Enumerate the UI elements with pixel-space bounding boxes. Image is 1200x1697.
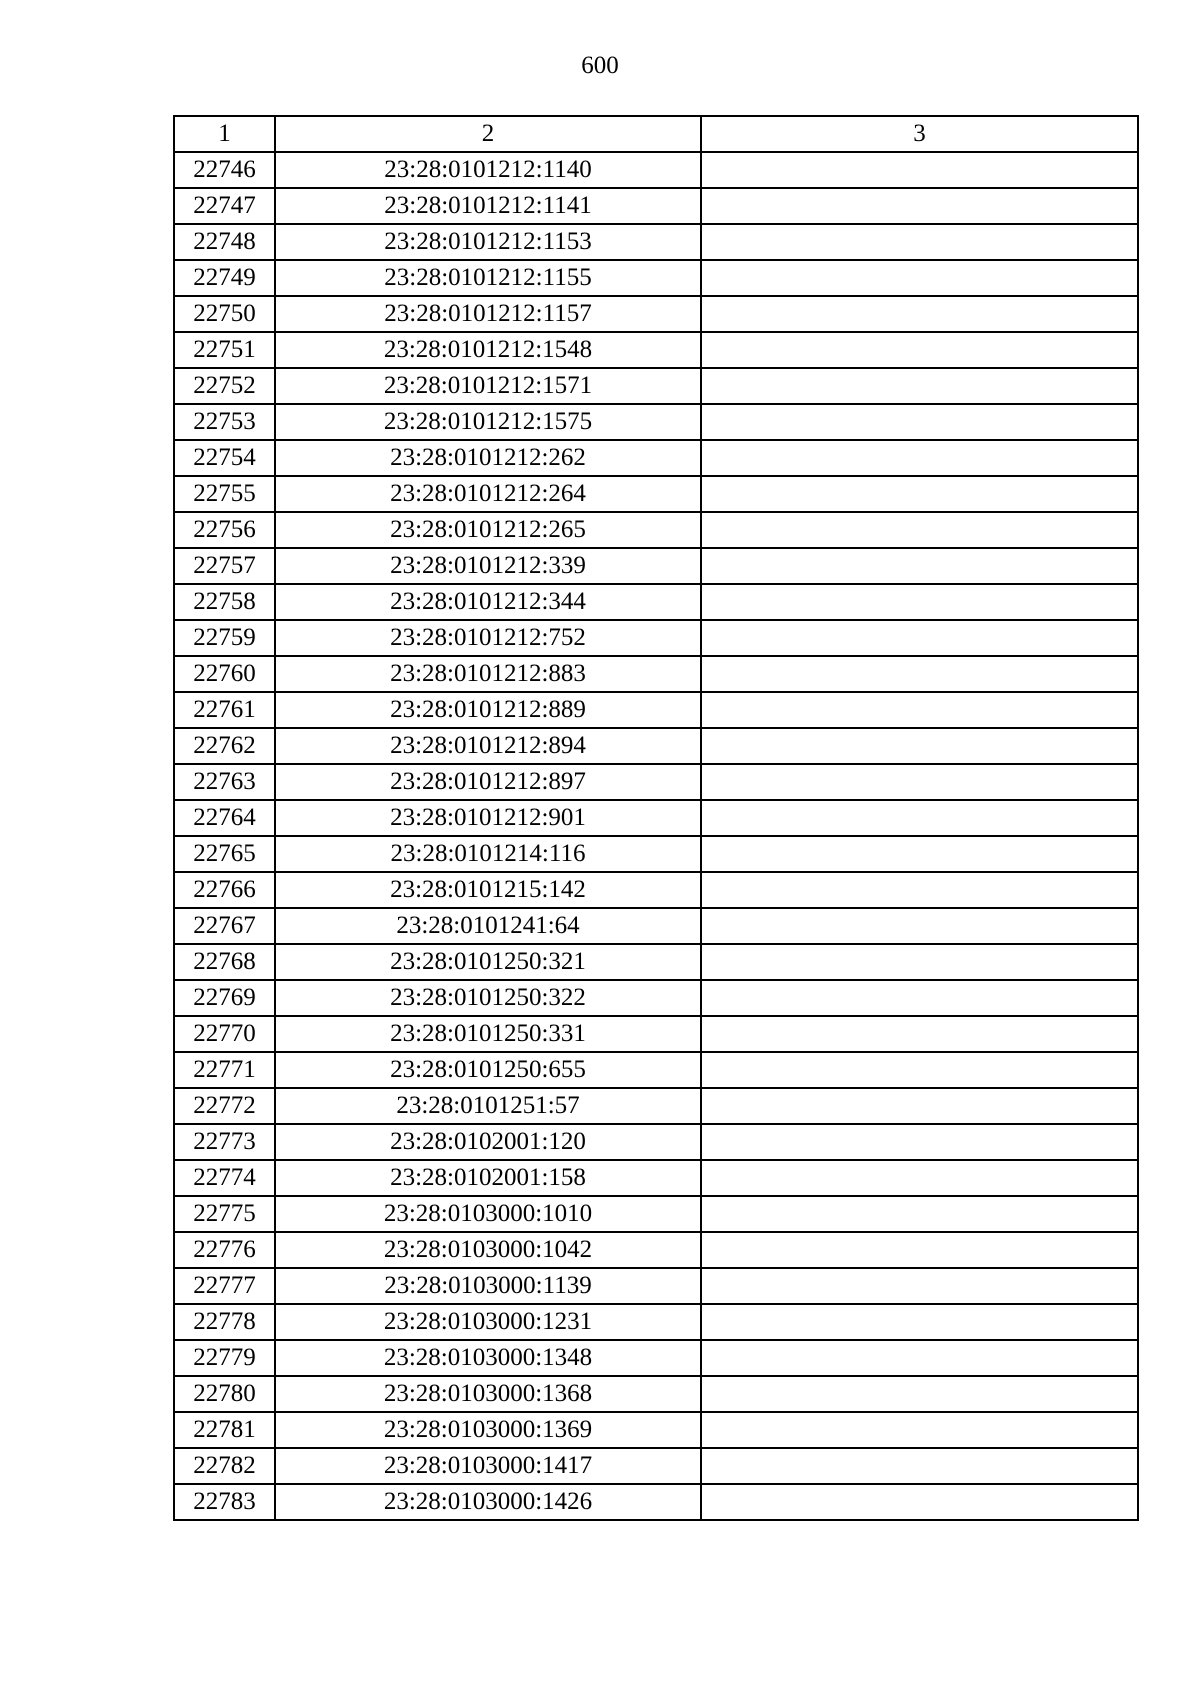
cadastral-number-cell: 23:28:0103000:1139	[275, 1268, 701, 1304]
cadastral-number-cell: 23:28:0103000:1231	[275, 1304, 701, 1340]
table-row	[174, 1268, 1138, 1304]
header-cell-1: 1	[174, 116, 275, 152]
row-number-cell: 22765	[174, 836, 275, 872]
notes-cell	[701, 1412, 1138, 1448]
notes-cell	[701, 1340, 1138, 1376]
row-number-cell: 22767	[174, 908, 275, 944]
table-row	[174, 260, 1138, 296]
table-row	[174, 440, 1138, 476]
table-row	[174, 1484, 1138, 1520]
cadastral-number-cell: 23:28:0102001:158	[275, 1160, 701, 1196]
cadastral-number-cell: 23:28:0101212:889	[275, 692, 701, 728]
notes-cell	[701, 692, 1138, 728]
notes-cell	[701, 764, 1138, 800]
notes-cell	[701, 872, 1138, 908]
cadastral-number-cell: 23:28:0101212:1571	[275, 368, 701, 404]
row-number-cell: 22750	[174, 296, 275, 332]
notes-cell	[701, 476, 1138, 512]
notes-cell	[701, 440, 1138, 476]
row-number-cell: 22749	[174, 260, 275, 296]
row-number-cell: 22763	[174, 764, 275, 800]
table-row	[174, 512, 1138, 548]
row-number-cell: 22770	[174, 1016, 275, 1052]
row-number-cell: 22777	[174, 1268, 275, 1304]
table-row	[174, 1340, 1138, 1376]
row-number-cell: 22776	[174, 1232, 275, 1268]
notes-cell	[701, 1304, 1138, 1340]
cadastral-number-cell: 23:28:0103000:1368	[275, 1376, 701, 1412]
cadastral-number-cell: 23:28:0101212:901	[275, 800, 701, 836]
table-row	[174, 1016, 1138, 1052]
row-number-cell: 22753	[174, 404, 275, 440]
row-number-cell: 22761	[174, 692, 275, 728]
row-number-cell: 22783	[174, 1484, 275, 1520]
notes-cell	[701, 1088, 1138, 1124]
notes-cell	[701, 1016, 1138, 1052]
table-body	[174, 152, 1138, 1520]
cadastral-number-cell: 23:28:0101250:322	[275, 980, 701, 1016]
table-row	[174, 1304, 1138, 1340]
row-number-cell: 22766	[174, 872, 275, 908]
cadastral-number-cell: 23:28:0101212:1548	[275, 332, 701, 368]
notes-cell	[701, 1160, 1138, 1196]
notes-cell	[701, 1052, 1138, 1088]
notes-cell	[701, 1448, 1138, 1484]
cadastral-number-cell: 23:28:0102001:120	[275, 1124, 701, 1160]
table-row	[174, 1160, 1138, 1196]
table-row	[174, 404, 1138, 440]
cadastral-number-cell: 23:28:0101212:1575	[275, 404, 701, 440]
table-row	[174, 332, 1138, 368]
row-number-cell: 22751	[174, 332, 275, 368]
cadastral-number-cell: 23:28:0103000:1348	[275, 1340, 701, 1376]
page-number: 600	[581, 52, 619, 79]
row-number-cell: 22746	[174, 152, 275, 188]
notes-cell	[701, 368, 1138, 404]
table-row	[174, 800, 1138, 836]
cadastral-number-cell: 23:28:0101212:897	[275, 764, 701, 800]
cadastral-number-cell: 23:28:0101215:142	[275, 872, 701, 908]
notes-cell	[701, 512, 1138, 548]
registry-table	[173, 115, 1139, 1521]
cadastral-number-cell: 23:28:0101212:1155	[275, 260, 701, 296]
cadastral-number-cell: 23:28:0101212:264	[275, 476, 701, 512]
notes-cell	[701, 332, 1138, 368]
cadastral-number-cell: 23:28:0101212:752	[275, 620, 701, 656]
table-row	[174, 692, 1138, 728]
notes-cell	[701, 1196, 1138, 1232]
row-number-cell: 22756	[174, 512, 275, 548]
notes-cell	[701, 1124, 1138, 1160]
row-number-cell: 22757	[174, 548, 275, 584]
notes-cell	[701, 1376, 1138, 1412]
row-number-cell: 22774	[174, 1160, 275, 1196]
row-number-cell: 22754	[174, 440, 275, 476]
notes-cell	[701, 980, 1138, 1016]
notes-cell	[701, 800, 1138, 836]
notes-cell	[701, 908, 1138, 944]
notes-cell	[701, 728, 1138, 764]
row-number-cell: 22764	[174, 800, 275, 836]
notes-cell	[701, 224, 1138, 260]
row-number-cell: 22775	[174, 1196, 275, 1232]
cadastral-number-cell: 23:28:0101214:116	[275, 836, 701, 872]
table-row	[174, 908, 1138, 944]
table-row	[174, 296, 1138, 332]
cadastral-number-cell: 23:28:0101212:1157	[275, 296, 701, 332]
header-row	[174, 116, 1138, 152]
row-number-cell: 22747	[174, 188, 275, 224]
table-row	[174, 188, 1138, 224]
notes-cell	[701, 152, 1138, 188]
notes-cell	[701, 188, 1138, 224]
cadastral-number-cell: 23:28:0101212:894	[275, 728, 701, 764]
row-number-cell: 22781	[174, 1412, 275, 1448]
header-cell-3: 3	[701, 116, 1138, 152]
row-number-cell: 22755	[174, 476, 275, 512]
table-row	[174, 1052, 1138, 1088]
notes-cell	[701, 620, 1138, 656]
row-number-cell: 22778	[174, 1304, 275, 1340]
table-row	[174, 1448, 1138, 1484]
row-number-cell: 22780	[174, 1376, 275, 1412]
cadastral-number-cell: 23:28:0101212:1141	[275, 188, 701, 224]
row-number-cell: 22768	[174, 944, 275, 980]
row-number-cell: 22748	[174, 224, 275, 260]
table-row	[174, 1412, 1138, 1448]
table-row	[174, 1232, 1138, 1268]
row-number-cell: 22760	[174, 656, 275, 692]
cadastral-number-cell: 23:28:0101212:1140	[275, 152, 701, 188]
table-row	[174, 476, 1138, 512]
row-number-cell: 22779	[174, 1340, 275, 1376]
table-row	[174, 584, 1138, 620]
table-row	[174, 1124, 1138, 1160]
cadastral-number-cell: 23:28:0101212:883	[275, 656, 701, 692]
cadastral-number-cell: 23:28:0103000:1010	[275, 1196, 701, 1232]
notes-cell	[701, 548, 1138, 584]
table-row	[174, 656, 1138, 692]
header-cell-2: 2	[275, 116, 701, 152]
cadastral-number-cell: 23:28:0101250:331	[275, 1016, 701, 1052]
notes-cell	[701, 1484, 1138, 1520]
cadastral-number-cell: 23:28:0101251:57	[275, 1088, 701, 1124]
row-number-cell: 22771	[174, 1052, 275, 1088]
cadastral-number-cell: 23:28:0101212:1153	[275, 224, 701, 260]
cadastral-number-cell: 23:28:0103000:1426	[275, 1484, 701, 1520]
notes-cell	[701, 584, 1138, 620]
row-number-cell: 22762	[174, 728, 275, 764]
cadastral-number-cell: 23:28:0101250:321	[275, 944, 701, 980]
row-number-cell: 22752	[174, 368, 275, 404]
table-header	[174, 116, 1138, 152]
table-row	[174, 1196, 1138, 1232]
cadastral-number-cell: 23:28:0101212:262	[275, 440, 701, 476]
notes-cell	[701, 836, 1138, 872]
cadastral-number-cell: 23:28:0103000:1369	[275, 1412, 701, 1448]
cadastral-number-cell: 23:28:0101212:339	[275, 548, 701, 584]
notes-cell	[701, 944, 1138, 980]
table-row	[174, 224, 1138, 260]
table-row	[174, 1376, 1138, 1412]
table-row	[174, 944, 1138, 980]
row-number-cell: 22782	[174, 1448, 275, 1484]
table-row	[174, 1088, 1138, 1124]
table-row	[174, 368, 1138, 404]
table-row	[174, 764, 1138, 800]
notes-cell	[701, 260, 1138, 296]
table-row	[174, 872, 1138, 908]
table-row	[174, 728, 1138, 764]
cadastral-number-cell: 23:28:0101250:655	[275, 1052, 701, 1088]
notes-cell	[701, 296, 1138, 332]
table-row	[174, 548, 1138, 584]
table-row	[174, 152, 1138, 188]
row-number-cell: 22758	[174, 584, 275, 620]
notes-cell	[701, 1232, 1138, 1268]
notes-cell	[701, 656, 1138, 692]
cadastral-number-cell: 23:28:0101212:344	[275, 584, 701, 620]
cadastral-number-cell: 23:28:0101212:265	[275, 512, 701, 548]
cadastral-number-cell: 23:28:0103000:1417	[275, 1448, 701, 1484]
table-row	[174, 980, 1138, 1016]
notes-cell	[701, 404, 1138, 440]
table-row	[174, 836, 1138, 872]
row-number-cell: 22759	[174, 620, 275, 656]
cadastral-number-cell: 23:28:0103000:1042	[275, 1232, 701, 1268]
row-number-cell: 22772	[174, 1088, 275, 1124]
notes-cell	[701, 1268, 1138, 1304]
row-number-cell: 22769	[174, 980, 275, 1016]
cadastral-number-cell: 23:28:0101241:64	[275, 908, 701, 944]
table-row	[174, 620, 1138, 656]
row-number-cell: 22773	[174, 1124, 275, 1160]
